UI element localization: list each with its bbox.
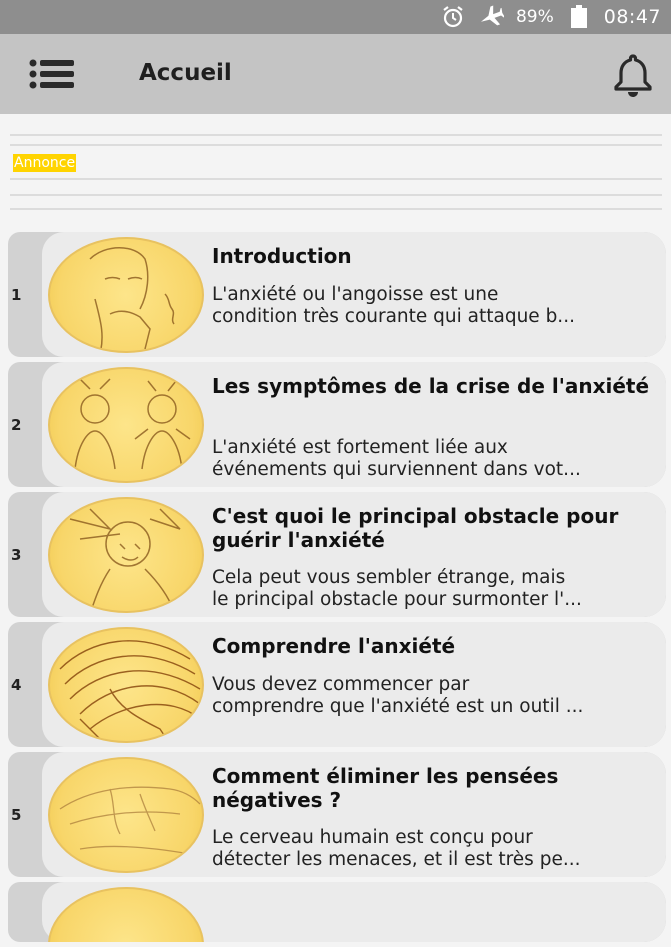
item-title: Les symptômes de la crise de l'anxiété <box>212 374 650 398</box>
item-thumbnail <box>48 757 204 873</box>
item-description: L'anxiété ou l'angoisse est une condition très courante qui attaque b... <box>212 284 575 327</box>
item-title: Comprendre l'anxiété <box>212 634 456 658</box>
item-number: 3 <box>11 545 22 564</box>
page-title: Accueil <box>139 60 232 86</box>
airplane-icon <box>478 4 504 30</box>
article-list <box>8 232 666 947</box>
bell-icon[interactable] <box>610 52 656 98</box>
item-number: 2 <box>11 415 22 434</box>
list-item[interactable] <box>8 362 666 487</box>
item-description: Cela peut vous sembler étrange, mais le principal obstacle pour surmonter l'... <box>212 567 582 610</box>
item-content[interactable] <box>42 232 666 357</box>
divider <box>10 194 662 196</box>
item-number: 4 <box>11 675 22 694</box>
list-item[interactable] <box>8 622 666 747</box>
item-content[interactable] <box>42 362 666 487</box>
item-content[interactable] <box>42 882 666 942</box>
battery-percent: 89% <box>515 7 554 27</box>
list-item[interactable] <box>8 882 666 942</box>
item-content[interactable] <box>42 622 666 747</box>
divider <box>10 208 662 210</box>
item-content[interactable] <box>42 492 666 617</box>
item-content[interactable] <box>42 752 666 877</box>
battery-icon <box>566 4 592 30</box>
item-number: 1 <box>11 285 22 304</box>
divider <box>10 178 662 180</box>
item-description: L'anxiété est fortement liée aux événements qui surviennent dans vot... <box>212 437 581 480</box>
ad-banner[interactable] <box>10 134 662 210</box>
item-title: Comment éliminer les pensées négatives ? <box>212 764 559 812</box>
status-time: 08:47 <box>603 6 661 28</box>
divider <box>10 144 662 146</box>
list-item[interactable] <box>8 752 666 877</box>
item-thumbnail <box>48 627 204 743</box>
menu-list-icon[interactable] <box>28 58 76 90</box>
item-title: C'est quoi le principal obstacle pour guérir l'anxiété <box>212 504 619 552</box>
app-bar <box>0 34 671 114</box>
ad-label: Annonce <box>14 155 76 171</box>
item-title: Introduction <box>212 244 352 268</box>
status-bar <box>0 0 671 34</box>
item-description: Vous devez commencer par comprendre que l'anxiété est un outil ... <box>212 674 584 717</box>
list-item[interactable] <box>8 232 666 357</box>
list-item[interactable] <box>8 492 666 617</box>
item-thumbnail <box>48 887 204 942</box>
item-thumbnail <box>48 497 204 613</box>
item-thumbnail <box>48 237 204 353</box>
alarm-icon <box>440 4 466 30</box>
item-thumbnail <box>48 367 204 483</box>
divider <box>10 134 662 136</box>
item-number: 5 <box>11 805 22 824</box>
item-description: Le cerveau humain est conçu pour détecter les menaces, et il est très pe... <box>212 827 581 870</box>
